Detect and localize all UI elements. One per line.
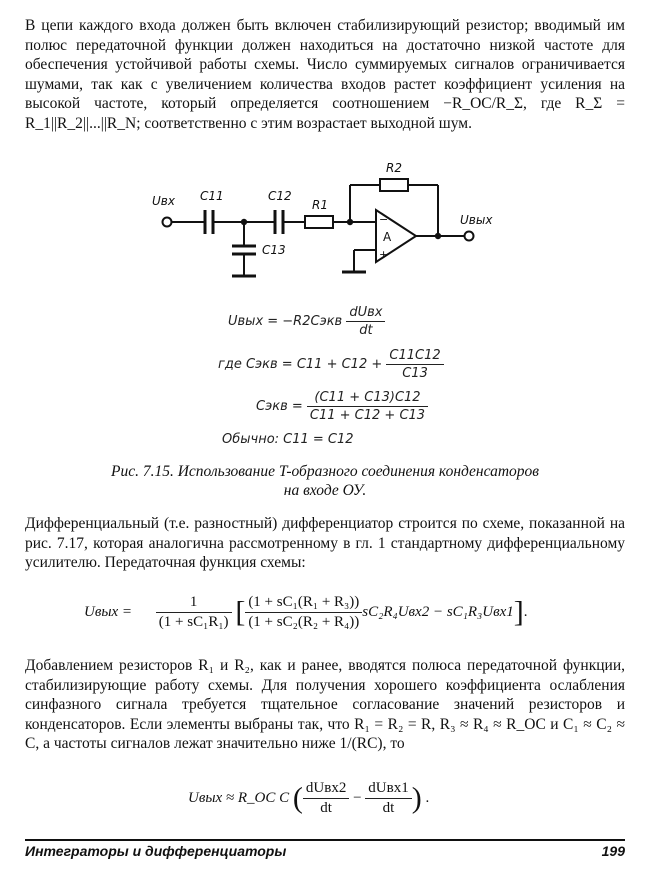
c11-label: C11 xyxy=(200,189,224,203)
output-terminal xyxy=(465,232,474,241)
transfer-function: Uвых = $\frac{1}{\text{(1 + sC₁R₁)}}$ [ $\frac{\text{(1 + sC₁(R₁ + R₃))}}{\text{(1 + sC₂(R₂ + R₄))}}$ sC₂R₄Uвх2 − sC₁R₃Uвх1]. xyxy=(84,594,528,630)
opamp-plus: + xyxy=(379,248,389,261)
c13-label: C13 xyxy=(262,243,286,257)
paragraph-intro: В цепи каждого входа должен быть включен стабилизирующий резистор; вводимый им полюс передаточной функции должен находиться на достаточно низкой частоте для обеспечения устойчивой работы схемы. Число суммируемых сигналов ограничивается шумами, так как с увеличением количества входов растет коэффициент усиления на высокой частоте, который определяется соотношением −R_OC/R_Σ, где R_Σ = R_1||R_2||...||R_N; соответственно с этим возрастает выходной шум. xyxy=(25,17,625,132)
opamp-minus: − xyxy=(379,213,389,226)
equation-usually: Обычно: C11 = C12 xyxy=(222,432,354,447)
running-title: Интеграторы и дифференциаторы xyxy=(25,843,287,859)
page-number: 199 xyxy=(601,843,625,859)
r1-label: R1 xyxy=(312,198,328,212)
input-label: Uвх xyxy=(152,194,175,208)
opamp-label: A xyxy=(383,230,392,244)
r2-label: R2 xyxy=(386,161,402,175)
equation-ceq2: Cэкв = $\frac{(C11 + C13)C12}{C11 + C12 + C13}$ xyxy=(256,390,428,423)
equation-ceq1: где Cэкв = C11 + C12 + $\frac{C11C12}{C13}$ xyxy=(218,348,444,381)
paragraph-diff: Дифференциальный (т.е. разностный) дифференциатор строится по схеме, показанной на рис. 7.17, которая аналогична рассмотренному в гл. 1 стандартному дифференциальному усилителю. Передаточная функция схемы: xyxy=(25,515,625,572)
approx-formula: Uвых ≈ R_OC C ( $\frac{\text{dUвх2}}{dt}$ − $\frac{\text{dUвх1}}{dt}$ ) . xyxy=(188,780,430,816)
paragraph-conditions: Добавлением резисторов R₁ и R₂, как и ранее, вводятся полюса передаточной функции, стабилизирующие работу схемы. Для получения хорошего коэффициента ослабления синфазного сигнала требуется тщательное согласование значений резисторов и конденсаторов. Если элементы выбраны так, что R₁ = R₂ = R, R₃ ≈ R₄ ≈ R_OC и C₁ ≈ C₂ ≈ C, а частоты сигналов лежат значительно ниже 1/(RC), то xyxy=(25,657,625,753)
c12-label: C12 xyxy=(268,189,292,203)
footer-rule xyxy=(25,839,625,841)
figure-caption: Рис. 7.15. Использование T-образного соединения конденсаторов на входе ОУ. xyxy=(110,463,540,499)
output-label: Uвых xyxy=(460,213,493,227)
equation-output: Uвых = −R2Cэкв $\frac{\text{dUвх}}{dt}$ xyxy=(228,305,385,338)
input-terminal xyxy=(163,218,172,227)
circuit-diagram xyxy=(140,150,520,290)
